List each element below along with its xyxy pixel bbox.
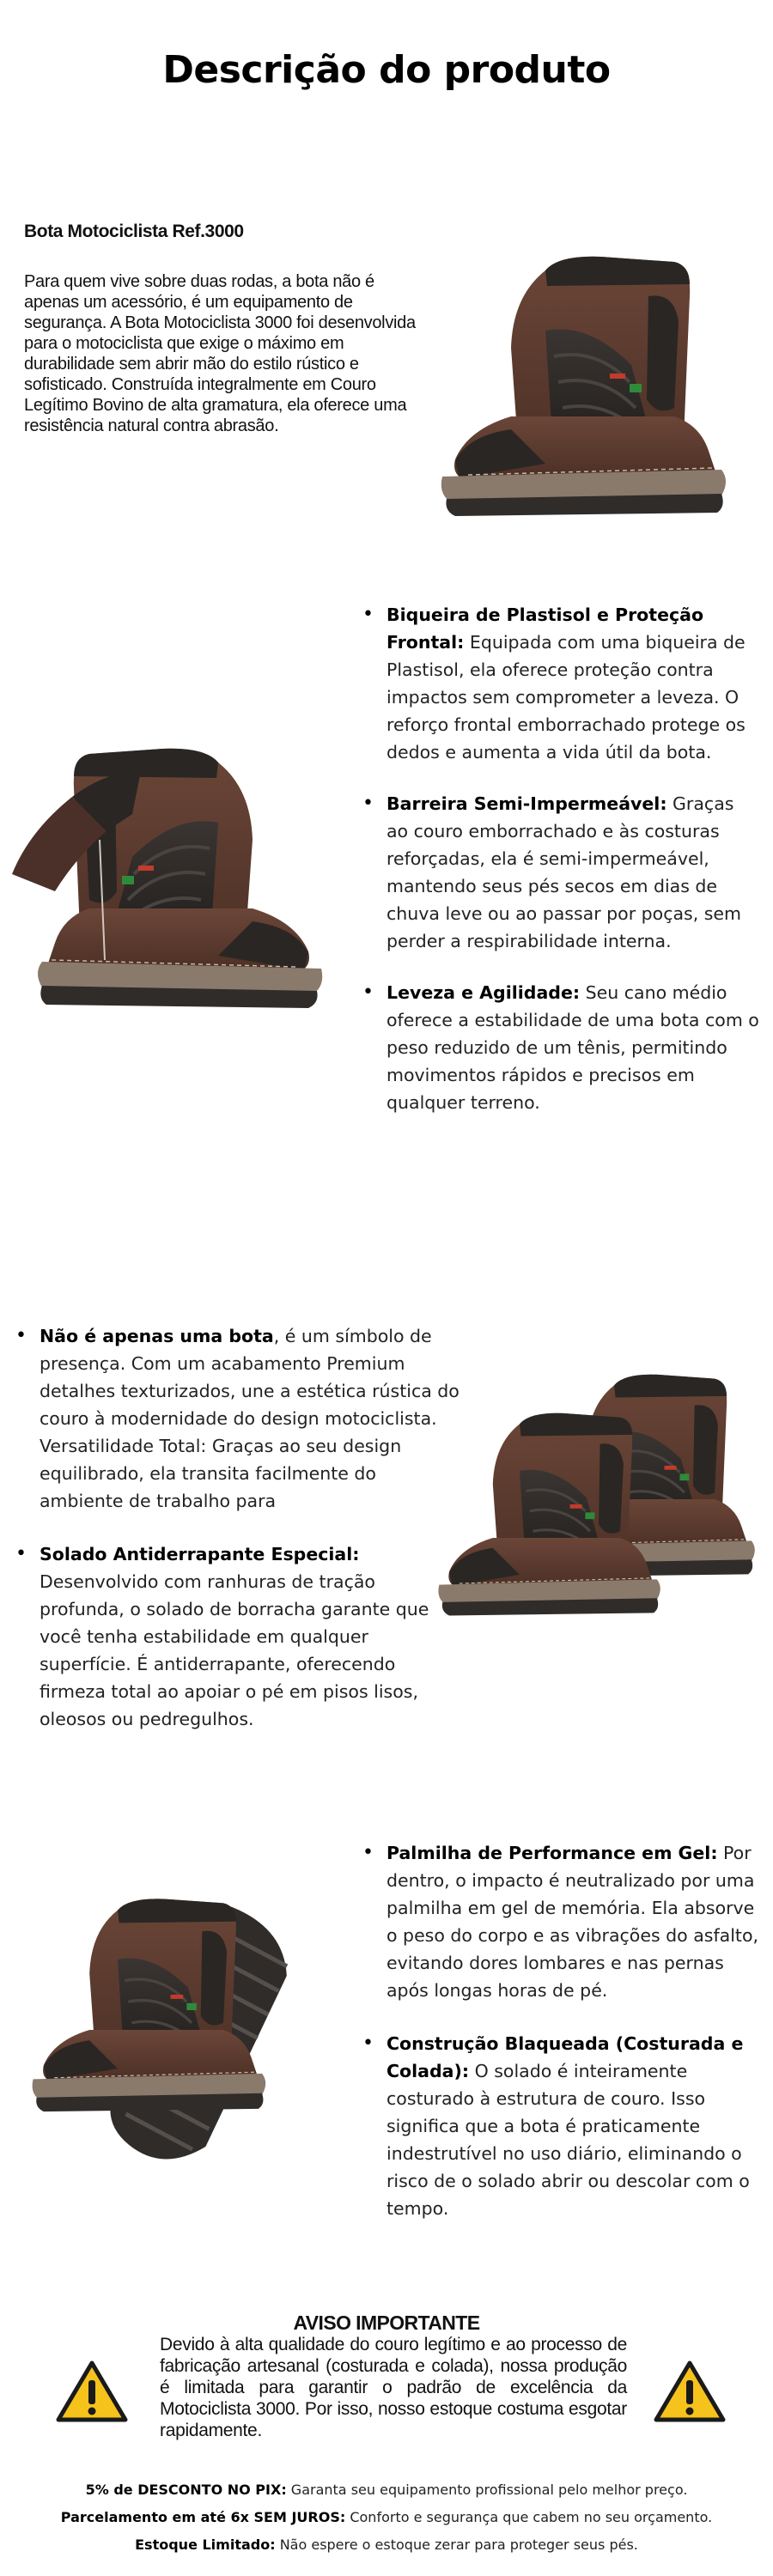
feature-item: • Não é apenas uma bota, é um símbolo de presença. Com um acabamento Premium detalhes texturizados, une a estética rústica do couro à modernidade do design motociclista. Versatilidade Total: Graças ao seu design equilibrado, ela transita facilmente do ambiente de trabalho para <box>14 1322 460 1515</box>
intro-heading: Bota Motociclista Ref.3000 <box>24 222 244 241</box>
warning-title: AVISO IMPORTANTE <box>293 2312 480 2334</box>
page-title: Descrição do produto <box>162 48 611 92</box>
footer-stock: Estoque Limitado: Não espere o estoque zerar para proteger seus pés. <box>135 2537 638 2553</box>
feature-item: • Barreira Semi-Impermeável: Graças ao couro emborrachado e às costuras reforçadas, ela é semi-impermeável, mantendo seus pés secos em dias de chuva leve ou ao passar por poças, sem perder a respirabilidade interna. <box>361 790 760 955</box>
feature-item: • Solado Antiderrapante Especial: Desenvolvido com ranhuras de tração profunda, o solado de borracha garante que você tenha estabilidade em qualquer superfície. É antiderrapante, oferecendo firmeza total ao apoiar o pé em pisos lisos, oleosos ou pedregulhos. <box>14 1540 460 1733</box>
feature-list-c <box>361 1839 764 2248</box>
feature-item: • Leveza e Agilidade: Seu cano médio oferece a estabilidade de uma bota com o peso reduzido de um tênis, permitindo movimentos rápidos e precisos em qualquer terreno. <box>361 979 760 1116</box>
feature-item: • Construção Blaqueada (Costurada e Colada): O solado é inteiramente costurado à estrutura de couro. Isso significa que a bota é praticamente indestrutível no uso diário, eliminando o risco de o solado abrir ou descolar com o tempo. <box>361 2030 764 2222</box>
feature-list-a <box>361 601 760 1140</box>
feature-item: • Palmilha de Performance em Gel: Por dentro, o impacto é neutralizado por uma palmilha em gel de memória. Ela absorve o peso do corpo e as vibrações do asfalto, evitando dores lombares e nas pernas após longas horas de pé. <box>361 1839 764 2004</box>
warning-body: Devido à alta qualidade do couro legítimo e ao processo de fabricação artesanal (costurada e colada), nossa produção é limitada para garantir o padrão de excelência da Motociclista 3000. Por isso, nosso estoque costuma esgotar rapidamente. <box>160 2335 627 2440</box>
feature-item: • Biqueira de Plastisol e Proteção Frontal: Equipada com uma biqueira de Plastisol, ela oferece proteção contra impactos sem comprometer a leveza. O reforço frontal emborrachado protege os dedos e aumenta a vida útil da bota. <box>361 601 760 766</box>
footer-installments: Parcelamento em até 6x SEM JUROS: Conforto e segurança que cabem no seu orçamento. <box>60 2509 713 2525</box>
intro-body: Para quem vive sobre duas rodas, a bota não é apenas um acessório, é um equipamento de segurança. A Bota Motociclista 3000 foi desenvolvida para o motociclista que exige o máximo em durabilidade sem abrir mão do estilo rústico e sofisticado. Construída integralmente em Couro Legítimo Bovino de alta gramatura, ela oferece uma resistência natural contra abrasão. <box>24 272 416 435</box>
warning-icon <box>55 2360 129 2423</box>
product-image-4 <box>12 1880 356 2172</box>
warning-icon <box>653 2360 727 2423</box>
product-image-2 <box>3 737 364 1012</box>
footer-pix: 5% de DESCONTO NO PIX: Garanta seu equipamento profissional pelo melhor preço. <box>85 2482 688 2498</box>
product-image-3 <box>419 1365 771 1640</box>
product-image-1 <box>417 232 743 541</box>
feature-list-b <box>14 1322 460 1759</box>
